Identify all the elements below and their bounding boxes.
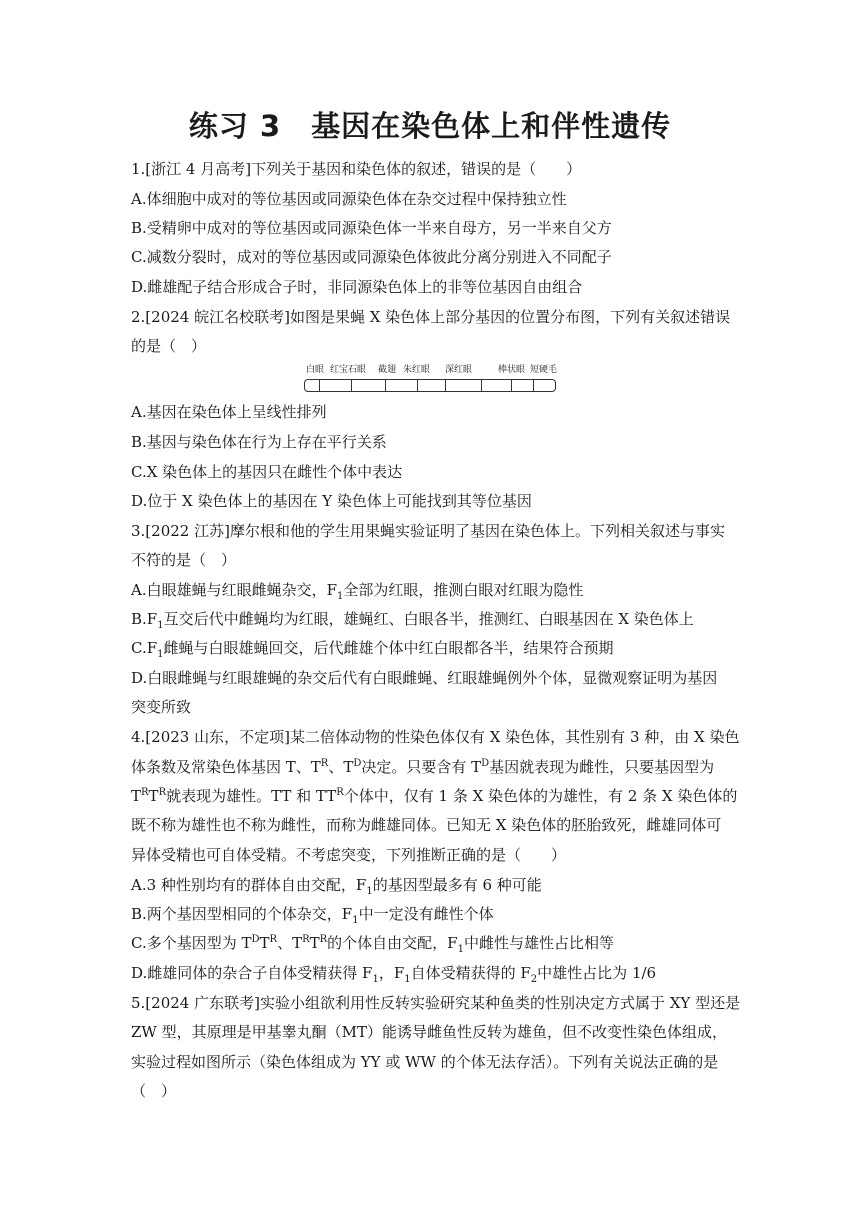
q2-stem-line2: 的是（ ） (131, 337, 207, 355)
q4-stem-line5: 异体受精也可自体受精。不考虑突变，下列推断正确的是（ ） (131, 846, 567, 864)
gene-label: 截翅 (378, 365, 397, 375)
gene-label: 深红眼 (445, 365, 473, 375)
q3-option-c: $C.F_1$雌蝇与白眼雄蝇回交，后代雌雄个体中红白眼都各半，结果符合预期 (131, 639, 614, 660)
gene-label: 白眼 (306, 365, 325, 375)
gene-label: 短硬毛 (530, 365, 558, 375)
chromosome-bar (304, 379, 556, 392)
q2-stem-line1: 2.[2024 皖江名校联考]如图是果蝇 X 染色体上部分基因的位置分布图，下列有关叙述错误 (131, 308, 731, 326)
q3-option-a: A.白眼雄蝇与红眼雌蝇杂交，$F_1$全部为红眼，推测白眼对红眼为隐性 (131, 581, 584, 602)
q3-option-d-line2: 突变所致 (131, 698, 192, 716)
gene-label: 朱红眼 (403, 365, 431, 375)
q1-option-d: D.雌雄配子结合形成合子时，非同源染色体上的非等位基因自由组合 (131, 278, 583, 296)
gene-locus (445, 380, 446, 391)
q4-stem-line2: 体条数及常染色体基因 T、$T^R$、$T^D$决定。只要含有 $T^D$基因就表现为雌性，只要基因型为 (131, 758, 715, 776)
q4-stem-line3: $T^RT^R$就表现为雄性。TT 和 $TT^R$个体中，仅有 1 条 X 染色体的为雄性，有 2 条 X 染色体的 (131, 787, 738, 805)
q5-stem-line1: 5.[2024 广东联考]实验小组欲利用性反转实验研究某种鱼类的性别决定方式属于 XY 型还是 (131, 994, 741, 1012)
q4-option-b: B.两个基因型相同的个体杂交，$F_1$中一定没有雌性个体 (131, 905, 494, 926)
gene-locus (533, 380, 534, 391)
page-title: 练习 3 基因在染色体上和伴性遗传 (188, 109, 672, 143)
q1-option-a: A.体细胞中成对的等位基因或同源染色体在杂交过程中保持独立性 (131, 190, 567, 208)
gene-locus (481, 380, 482, 391)
x-chromosome-diagram (300, 362, 562, 398)
q4-option-d: D.雌雄同体的杂合子自体受精获得 $F_1$，$F_1$自体受精获得的 $F_2$中雄性占比为 1/6 (131, 964, 657, 985)
q2-option-c: C.X 染色体上的基因只在雌性个体中表达 (131, 463, 403, 481)
q4-option-a: A.3 种性别均有的群体自由交配，$F_1$的基因型最多有 6 种可能 (131, 876, 542, 897)
gene-locus (417, 380, 418, 391)
q4-stem-line1: 4.[2023 山东，不定项]某二倍体动物的性染色体仅有 X 染色体，其性别有 3 种，由 X 染色 (131, 728, 740, 746)
q2-option-b: B.基因与染色体在行为上存在平行关系 (131, 433, 387, 451)
gene-locus (351, 380, 352, 391)
q5-stem-line4: （ ） (131, 1082, 177, 1100)
gene-locus (511, 380, 512, 391)
q4-option-c: C.多个基因型为 $T^DT^R$、$T^RT^R$的个体自由交配，$F_1$中雌性与雄性占比相等 (131, 934, 614, 955)
q5-stem-line2: ZW 型，其原理是甲基睾丸酮（MT）能诱导雌鱼性反转为雄鱼，但不改变性染色体组成， (131, 1023, 727, 1041)
gene-locus (385, 380, 386, 391)
q1-option-c: C.减数分裂时，成对的等位基因或同源染色体彼此分离分别进入不同配子 (131, 248, 612, 266)
q3-stem-line2: 不符的是（ ） (131, 551, 237, 569)
q2-option-d: D.位于 X 染色体上的基因在 Y 染色体上可能找到其等位基因 (131, 492, 532, 510)
q3-stem-line1: 3.[2022 江苏]摩尔根和他的学生用果蝇实验证明了基因在染色体上。下列相关叙述与事实 (131, 522, 725, 540)
gene-locus (319, 380, 320, 391)
q4-stem-line4: 既不称为雄性也不称为雌性，而称为雌雄同体。已知无 X 染色体的胚胎致死，雌雄同体可 (131, 816, 722, 834)
gene-label: 棒状眼 (498, 365, 526, 375)
q3-option-d-line1: D.白眼雌蝇与红眼雄蝇的杂交后代有白眼雌蝇、红眼雄蝇例外个体，显微观察证明为基因 (131, 669, 718, 687)
q1-option-b: B.受精卵中成对的等位基因或同源染色体一半来自母方，另一半来自父方 (131, 219, 612, 237)
q1-stem: 1.[浙江 4 月高考]下列关于基因和染色体的叙述，错误的是（ ） (131, 160, 582, 178)
q2-option-a: A.基因在染色体上呈线性排列 (131, 403, 327, 421)
q3-option-b: $B.F_1$互交后代中雌蝇均为红眼，雄蝇红、白眼各半，推测红、白眼基因在 X 染色体上 (131, 610, 694, 631)
q5-stem-line3: 实验过程如图所示（染色体组成为 YY 或 WW 的个体无法存活）。下列有关说法正确的是 (131, 1053, 719, 1071)
gene-label: 红宝石眼 (330, 365, 367, 375)
